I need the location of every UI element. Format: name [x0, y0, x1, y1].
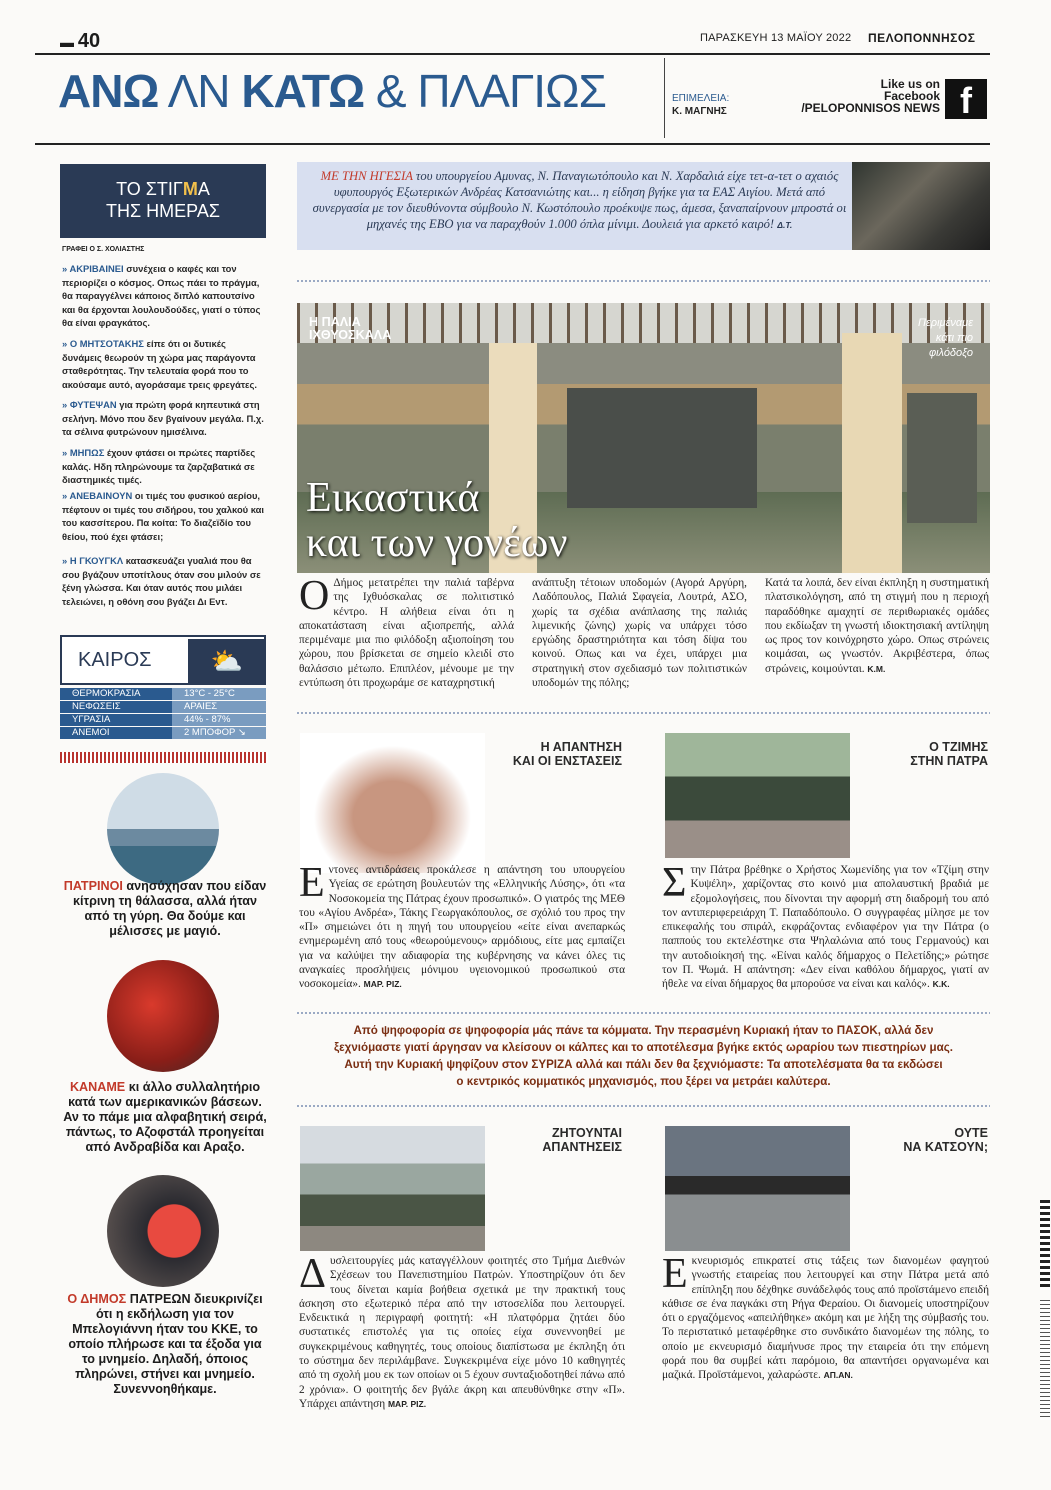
- fb-line-3: /PELOPONNISOS NEWS: [801, 101, 940, 115]
- weather-title: ΚΑΙΡΟΣ: [78, 649, 152, 671]
- lead-col-3: Κατά τα λοιπά, δεν είναι έκπληξη η συστηματική πλατσικολόγηση, από τη στιγμή που η περιοχή παραδόθηκε αμαχητί σε περιθωριακές ομάδες που εκδίωξαν τη γνωστή ιδιοκτησιακή αντίληψη ως προς τον κοινόχρηστο χώρο. Οπως στρώνεις κοιμάσαι, ως γνωστόν. Ακριβέστερα, όπως στρώνεις, κοιμούνται. Κ.Μ.: [765, 577, 989, 675]
- stigma-item: » Ο ΜΗΤΣΟΤΑΚΗΣ είπε ότι οι δυτικές δυνάμεις θεωρούν τη χώρα μας παράγοντα σταθερότητας. Την τελευταία φορά που το ακούσαμε αυτό, αγοράσαμε τρεις φρεγάτες.: [62, 338, 257, 390]
- stigma-item: » Η ΓΚΟΥΓΚΛ κατασκευάζει γυαλιά που θα σου βγάζουν υποτίτλους όταν σου μιλούν σε ξένη γλώσσα. Και όταν αυτός που μιλάει τελειώνει, η οθόνη σου βγάζει Δι Εντ.: [62, 555, 261, 607]
- monument-event-photo: [107, 1175, 219, 1287]
- section-word-3: ΚΑΤΩ: [241, 65, 365, 117]
- author-group-photo: [665, 733, 850, 858]
- delivery-photo: [665, 1126, 850, 1251]
- left-caption: Ο ΔΗΜΟΣ ΠΑΤΡΕΩΝ διευκρινίζει ότι η εκδήλωση για τον Μπελογιάννη ήταν του ΚΚΕ, το οποίο πλήρωσε και τα έξοδα για το μνημείο. Δηλαδή, όποιος πληρώνει, στήνει και μνημείο. Συνεννοηθήκαμε.: [67, 1292, 263, 1396]
- left-caption: ΠΑΤΡΙΝΟΙ ανησύχησαν που είδαν κίτρινη τη θάλασσα, αλλά ήταν από τη γύρη. Θα δούμε και μέλισσες με μαγιό.: [63, 879, 267, 938]
- weather-row: ΑΝΕΜΟΙ 2 ΜΠΟΦΟΡ ↘: [60, 727, 266, 739]
- print-marks: [1040, 1200, 1050, 1290]
- stigma-item: » ΦΥΤΕΨΑΝ για πρώτη φορά κηπευτικά στη σελήνη. Μόνο που δεν βγαίνουν μεγάλα. Π.χ. τα σέλινα φυτρώνουν ημισέλινα.: [62, 399, 264, 437]
- dotted-rule: [297, 712, 990, 714]
- lead-col-2: ανάπτυξη τέτοιων υποδομών (Αγορά Αργύρη, Λαδόπουλος, Παλιά Σφαγεία, Λουτρά, ΑΣΟ, χωρίς τα σχέδια ανάπλασης της παλιάς λιμενικής ζώνης) χωρίς να υπάρχει τόσο εργώδης δραστηριότητα και τόση δίψα του κοινού. Οπως και να έχει, υπάρχει μια στρατηγική στον σχεδιασμό των πολιτιστικών υποδομών της πόλης;: [532, 577, 747, 690]
- stigma-byline: ΓΡΑΦΕΙ Ο Σ. ΧΟΛΙΑΣΤΗΣ: [62, 246, 145, 253]
- weather-row: ΘΕΡΜΟΚΡΑΣΙΑ 13°C - 25°C: [60, 688, 266, 700]
- weather-row: ΥΓΡΑΣΙΑ 44% - 87%: [60, 714, 266, 726]
- meeting-photo: [852, 162, 990, 250]
- stigma-header: [60, 164, 266, 238]
- header-divider: [664, 58, 665, 138]
- page-marker: ▬: [60, 34, 78, 50]
- sea-photo: [107, 773, 219, 885]
- editor-credit: [672, 92, 729, 118]
- tzimis-text: Στην Πάτρα βρέθηκε ο Χρήστος Χωμενίδης για τον «Τζίμη στην Κυψέλη», χαρίζοντας στο κοινό μια απολαυστική βραδιά με εξομολογήσεις, που δίνονται την αφορμή στη διαδρομή του από τον αντιπεριφερειάρχη Τ. Παπαδόπουλο. Ο συγγραφέας μίλησε με τον επικεφαλής του σπιράλ, εκφράζοντας ενδιαφέρον για την Πάτρα (ο παππούς του εκτελέστηκε στα Ψηλαλώνια από τους Γερμανούς) και την αυτοδιοίκησή της. «Είναι καλός δήμαρχος ο Πελετίδης;» ρώτησε τον Π. Ψωμά. Η απάντηση: «Δεν είναι καθόλου δήμαρχος, γιατί αν ήθελε να είναι δήμαρχος θα μπορούσε να είναι και καλός». Κ.Κ.: [662, 860, 989, 991]
- stigma-title-2: ΤΗΣ ΗΜΕΡΑΣ: [106, 201, 220, 221]
- editor-label: ΕΠΙΜΕΛΕΙΑ:: [672, 93, 730, 104]
- weather-box: [60, 635, 266, 685]
- facebook-promo[interactable]: [760, 78, 940, 114]
- left-caption: ΚΑΝΑΜΕ κι άλλο συλλαλητήριο κατά των αμερικανικών βάσεων. Αν το πάμε μια αλφαβητική σειρά, πάντως, το Αζοφστάλ προηγείται από Ανδραβίδα και Αραξο.: [63, 1080, 267, 1154]
- stigma-title-1: ΤΟ ΣΤΙΓΜΑ: [116, 179, 210, 199]
- lead-col-1: Ο Δήμος μετατρέπει την παλιά ταβέρνα της Ιχθυόσκαλας σε πολιτιστικό κέντρο. Η αλήθεια είναι ότι η αποκατάσταση είναι αξιοπρεπής, αλλά περιμέναμε μια πιο φιλόδοξη αξιοποίηση του χώρου, που βρίσκεται σε σημείο κλειδί στο θαλάσσιο μέτωπο. Επιπλέον, μένουμε με την εντύπωση ότι προχωράμε σε καταχρηστική: [299, 573, 514, 690]
- print-marks: [1040, 1300, 1050, 1420]
- answer-text: Εντονες αντιδράσεις προκάλεσε η απάντηση του υπουργείου Υγείας σε ερώτηση βουλευτών της «Ελληνικής Λύσης», ότι «τα Νοσοκομεία της Πάτρας έχουν προσωπικό». Ο γιατρός της ΜΕΘ του «Αγίου Ανδρέα», Τάκης Γεωργακόπουλος, σε σχόλιό του προς την «Π» σημειώνει ότι η πηγή του υπουργείου «είτε είναι ανεπαρκώς ενημερωμένη από τους «θεωρούμενους» αρμόδιους, είτε μας εμπαίζει για να καλύψει την αδιαφορία της κυβέρνησης να κάνει όλες τις αναγκαίες προσλήψεις μόνιμου υγειονομικού προσωπικού στα νοσοκομεία». ΜΑΡ. ΡΙΖ.: [299, 860, 625, 991]
- dateline: ΠΑΡΑΣΚΕΥΗ 13 ΜΑΪΟΥ 2022: [700, 32, 852, 44]
- page-number: ▬ 40: [60, 30, 101, 52]
- sit-text: Εκνευρισμός επικρατεί στις τάξεις των διανομέων φαγητού γνωστής εταιρείας που λειτουργεί και στην Πάτρα μετά από επίπληξη που δέχθηκε συνάδελφός τους από προϊστάμενο επειδή κάθισε σε ένα παγκάκι στη Ρήγα Φεραίου. Οι διανομείς υποστηρίζουν ότι ο εργαζόμενος «απειλήθηκε» ακόμη και με λήξη της σύμβασής του. Το περιστατικό μεταφέρθηκε στο συνδικάτο διανομέων της πόλης, το οποίο με εκνευρισμό διαμήνυσε προς την εταιρεία ότι την επόμενη φορά που θα συμβεί κάτι παρόμοιο, θα απαντήσει οργανωμένα και μαζικά. Προϊστάμενοι, χαλαρώστε. ΑΠ.ΑΝ.: [662, 1251, 989, 1382]
- weather-row: ΝΕΦΩΣΕΙΣ ΑΡΑΙΕΣ: [60, 701, 266, 713]
- stigma-item: » ΜΗΠΩΣ έχουν φτάσει οι πρώτες παρτίδες καλάς. Ηδη πληρώνουμε τα ζαρζαβατικά σε διαστημικές τιμές.: [62, 447, 256, 485]
- lead-headline: Εικαστικά και των γονέων: [306, 475, 568, 566]
- answer-heading: Η ΑΠΑΝΤΗΣΗ ΚΑΙ ΟΙ ΕΝΣΤΑΣΕΙΣ: [512, 740, 622, 768]
- top-rule: [35, 53, 990, 55]
- dotted-rule: [297, 1012, 990, 1014]
- photo-tag: Η ΠΑΛΙΑ ΙΧΘΥΟΣΚΑΛΑ: [309, 315, 392, 342]
- students-text: Δυσλειτουργίες μάς καταγγέλλουν φοιτητές στο Τμήμα Διεθνών Σχέσεων του Πανεπιστημίου Πατρών. Υποστηρίζουν ότι δεν τους δίνεται καμία βοήθεια σχετικά με την πρακτική τους άσκηση στο εξωτερικό πέρα από την ιστοσελίδα που λειτουργεί. Ενδεικτικά η περιγραφή φοιτητή: «Η πλατφόρμα ζητάει δύο συστατικές επιστολές για τις οποίες είχα συνεννοηθεί με συγκεκριμένους καθηγητές, τους οποίους διαπίστωσα με έκπληξη ότι το σύστημα δεν περιλάμβανε. Συγκεκριμένα είχε μόνο 10 καθηγητές από τη σχολή μου εκ των οποίων οι 5 έχουν συνταξιοδοτηθεί πάνω από 2 χρόνια». Ο φοιτητής δεν βγάλε άκρη και απευθύνθηκε στην «Π». Υπάρχει απάντηση ΜΑΡ. ΡΙΖ.: [299, 1251, 625, 1410]
- paper-name: ΠΕΛΟΠΟΝΝΗΣΟΣ: [868, 31, 976, 45]
- header-rule: [35, 143, 990, 145]
- mid-note: Από ψηφοφορία σε ψηφοφορία μάς πάνε τα κόμματα. Την περασμένη Κυριακή ήταν το ΠΑΣΟΚ, αλλά δεν ξεχνιόμαστε γιατί άργησαν να κλείσουν οι κάλπες και το αποτέλεσμα βγήκε εκτός ωραρίου των πιεστηρίων μας. Αυτή την Κυριακή ψηφίζουν στον ΣΥΡΙΖΑ αλλά και πάλι δεν θα ξεχνιόμαστε: Τα αποτελέσματα θα τα εκδώσει ο κεντρικός κομματικός μηχανισμός, που ξέρει να μετράει καλύτερα.: [334, 1024, 953, 1088]
- editor-name: Κ. ΜΑΓΝΗΣ: [672, 106, 727, 117]
- fb-line-1: Like us on: [880, 77, 940, 91]
- dotted-rule: [297, 280, 990, 282]
- decorative-stripe: [60, 752, 268, 763]
- section-word-1: ΑΝΩ: [58, 65, 159, 117]
- weather-icon: ⛅: [188, 639, 266, 683]
- tzimis-heading: Ο ΤΖΙΜΗΣ ΣΤΗΝ ΠΑΤΡΑ: [910, 740, 988, 768]
- weather-table: [60, 688, 266, 740]
- dotted-rule: [297, 1105, 990, 1107]
- doctor-portrait: [300, 733, 485, 873]
- section-title: [58, 64, 606, 118]
- facebook-icon[interactable]: f: [945, 79, 987, 119]
- photo-side-note: Περιμέναμε κάτι πιο φιλόδοξο: [918, 317, 974, 359]
- fb-line-2: Facebook: [883, 89, 940, 103]
- sit-heading: ΟΥΤΕ ΝΑ ΚΑΤΣΟΥΝ;: [903, 1126, 988, 1154]
- stigma-item: » ΑΚΡΙΒΑΙΝΕΙ συνέχεια ο καφές και τον περιορίζει ο κόσμος. Οπως πάει το πράγμα, θα παραγγέλνει κάποιος διπλό καπουτσίνο και θα έρχονται λουλουδούδες, γιατί ο τύπος θα είναι φραγκάτος.: [62, 263, 261, 328]
- stigma-item: » ΑΝΕΒΑΙΝΟΥΝ οι τιμές του φυσικού αερίου, πέφτουν οι τιμές του σιδήρου, του χαλκού και του κασσίτερου. Πα κοίτα: Το διαζεϊδίο του θείου, πού έχει φτάσει;: [62, 490, 265, 542]
- section-word-2: ΛΝ: [167, 65, 230, 117]
- section-word-4: & ΠΛΑΓΙΩΣ: [375, 65, 606, 117]
- top-news-box: ΜΕ ΤΗΝ ΗΓΕΣΙΑ του υπουργείου Αμυνας, Ν. Παναγιωτόπουλο και Ν. Χαρδαλιά είχε τετ-α-τετ ο αχαιός υφυπουργός Εξωτερικών Ανδρέας Κατσανιώτης και... η είδηση βγήκε για τα ΕΑΣ Αιγίου. Μετά από συνεργασία με τον διευθύνοντα σύμβουλο Ν. Κωστόπουλο προέκυψε πως, άμεσα, ξαναπαίρνουν μπροστά οι μηχανές της ΕΒΟ για να παραχθούν 1.000 όπλα μίνιμι. Δουλειά για αρκετό καιρό! Δ.Τ.: [297, 162, 990, 250]
- university-photo: [300, 1126, 485, 1251]
- students-heading: ΖΗΤΟΥΝΤΑΙ ΑΠΑΝΤΗΣΕΙΣ: [542, 1126, 622, 1154]
- protest-photo: [107, 960, 219, 1072]
